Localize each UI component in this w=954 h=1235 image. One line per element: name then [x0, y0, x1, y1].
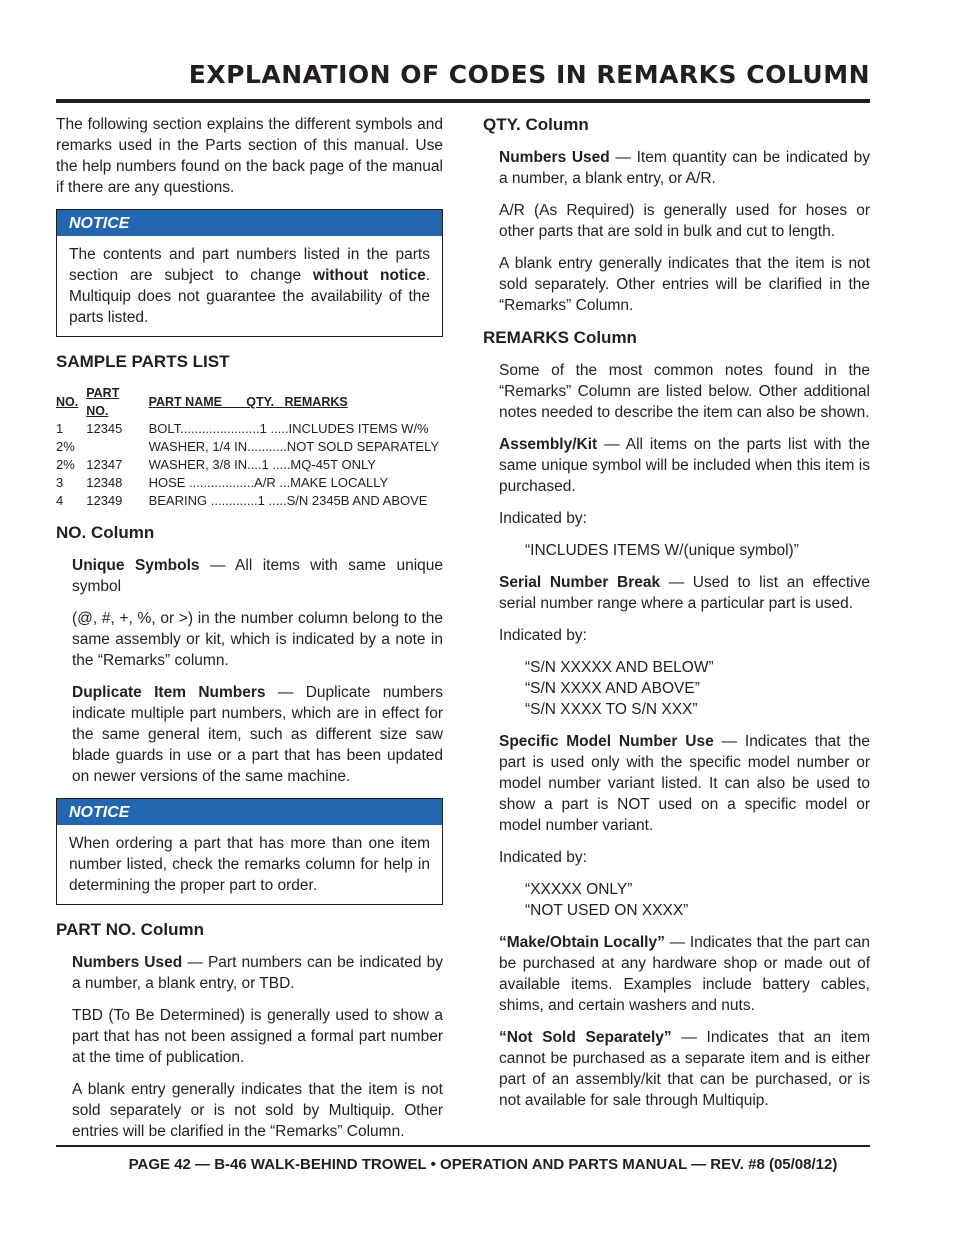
sample-parts-heading: SAMPLE PARTS LIST — [56, 352, 230, 371]
assembly-example: “INCLUDES ITEMS W/(unique symbol)” — [525, 542, 799, 559]
partno-column-heading: PART NO. Column — [56, 920, 204, 939]
notice-box-2 — [56, 798, 443, 905]
title-rule — [56, 99, 870, 103]
duplicate-items-paragraph: Duplicate Item Numbers — Duplicate numbers indicate multiple part numbers, which are in effect for the same general item, such as different size saw blade guards in use or a part that has been updated on newer versions of the same machine. — [72, 684, 444, 785]
symbols-paragraph: (@, #, +, %, or >) in the number column belong to the same assembly or kit, which is indicated by a note in the “Remarks” column. — [72, 610, 443, 669]
model-number-paragraph: Specific Model Number Use — Indicates that the part is used only with the specific model number or model number variant listed. It can also be used to show a part is NOT used on a specific model or model number variant. — [499, 733, 870, 834]
model-examples: “XXXXX ONLY” “NOT USED ON XXXX” — [525, 881, 689, 919]
serial-break-paragraph: Serial Number Break — Used to list an effective serial number range where a particular part is used. — [499, 574, 870, 612]
partno-numbers-used: Numbers Used — Part numbers can be indicated by a number, a blank entry, or TBD. — [72, 954, 443, 992]
serial-examples: “S/N XXXXX AND BELOW” “S/N XXXX AND ABOVE” “S/N XXXX TO S/N XXX” — [525, 659, 714, 718]
col-header-no: NO. — [56, 395, 79, 409]
left-column — [56, 114, 443, 1153]
partno-blank-paragraph: A blank entry generally indicates that the item is not sold separately or is not sold by Multiquip. Other entries will be clarified in the “Remarks” Column. — [72, 1081, 443, 1140]
notice-box-1 — [56, 209, 443, 337]
remarks-intro: Some of the most common notes found in the “Remarks” Column are listed below. Other additional notes needed to describe the item can also be shown. — [499, 362, 870, 421]
not-sold-paragraph: “Not Sold Separately” — Indicates that an item cannot be purchased as a separate item and is either part of an assembly/kit that can be purchased, or is not available for sale through Multiquip. — [499, 1029, 870, 1109]
indicated-by-label: Indicated by: — [499, 849, 587, 866]
remarks-column-heading: REMARKS Column — [483, 328, 637, 347]
sample-parts-table — [56, 384, 443, 510]
partno-tbd-paragraph: TBD (To Be Determined) is generally used to show a part that has not been assigned a formal part number at the time of publication. — [72, 1007, 443, 1066]
notice-heading-1: NOTICE — [57, 210, 442, 236]
indicated-by-label: Indicated by: — [499, 627, 587, 644]
page-title: EXPLANATION OF CODES IN REMARKS COLUMN — [188, 60, 870, 89]
table-row: 2% 12347 WASHER, 3/8 IN....1 .....MQ-45T ONLY — [56, 457, 376, 472]
qty-numbers-used: Numbers Used — Item quantity can be indicated by a number, a blank entry, or A/R. — [499, 149, 870, 187]
qty-blank-paragraph: A blank entry generally indicates that the item is not sold separately. Other entries will be clarified in the “Remarks” Column. — [499, 255, 870, 314]
table-row: 3 12348 HOSE ..................A/R ...MAKE LOCALLY — [56, 475, 389, 490]
col-header-partno: PART NO. — [86, 386, 120, 418]
page-footer: PAGE 42 — B-46 WALK-BEHIND TROWEL • OPERATION AND PARTS MANUAL — REV. #8 (05/08/12) — [128, 1156, 838, 1173]
col-header-partname: PART NAME QTY. REMARKS — [148, 395, 348, 409]
qty-ar-paragraph: A/R (As Required) is generally used for hoses or other parts that are sold in bulk and cut to length. — [499, 202, 870, 240]
intro-paragraph: The following section explains the different symbols and remarks used in the Parts section of this manual. Use the help numbers found on the back page of the manual if there are any questions. — [56, 116, 443, 196]
table-row: 1 12345 BOLT......................1 .....INCLUDES ITEMS W/% — [56, 421, 429, 436]
no-column-heading: NO. Column — [56, 523, 155, 542]
qty-column-heading: QTY. Column — [483, 115, 589, 134]
indicated-by-label: Indicated by: — [499, 510, 587, 527]
notice-heading-2: NOTICE — [57, 799, 442, 825]
make-locally-paragraph: “Make/Obtain Locally” — Indicates that the part can be purchased at any hardware shop or made out of available items. Examples include battery cables, shims, and certain washers and nuts. — [499, 934, 870, 1014]
notice-text-2: When ordering a part that has more than one item number listed, check the remarks column for help in determining the proper part to order. — [69, 835, 430, 894]
unique-symbols-paragraph: Unique Symbols — All items with same unique symbol — [72, 557, 443, 595]
table-row: 2% WASHER, 1/4 IN...........NOT SOLD SEPARATELY — [56, 439, 439, 454]
right-column — [483, 114, 870, 1122]
table-header-row — [56, 384, 443, 420]
assembly-kit-paragraph: Assembly/Kit — All items on the parts list with the same unique symbol will be included when this item is purchased. — [499, 436, 870, 495]
table-row: 4 12349 BEARING .............1 .....S/N 2345B AND ABOVE — [56, 493, 428, 508]
footer-rule — [56, 1145, 870, 1147]
notice-text-1: The contents and part numbers listed in the parts section are subject to change without notice. Multiquip does not guarantee the availability of the parts listed. — [69, 246, 431, 326]
